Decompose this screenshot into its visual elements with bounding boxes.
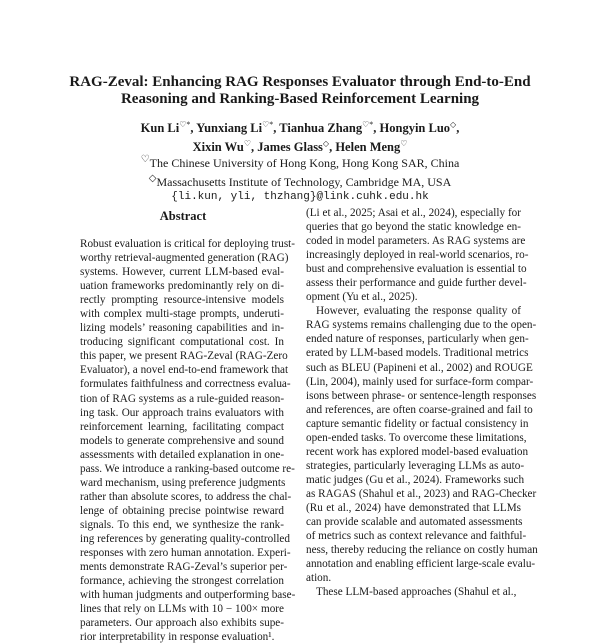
text-line: pass. We introduce a ranking-based outcome re- (80, 462, 295, 475)
text-line: signals. To this end, we synthesize the rank- (80, 518, 284, 531)
author-name: James Glass (257, 140, 323, 155)
text-line: isons between phrase- or sentence-length responses (306, 389, 537, 402)
intro-body (306, 206, 538, 599)
text-line: assess their performance and guide further devel- (306, 277, 527, 290)
author-mark: ♡* (362, 120, 374, 129)
text-line: this paper, we present RAG-Zeval (RAG-Zero (80, 350, 288, 363)
author-name: Helen Meng (335, 140, 401, 155)
text-line: ness, thereby reducing the reliance on costly human (306, 544, 538, 557)
author-mark: ♡* (262, 120, 274, 129)
text-line: ments demonstrate RAG-Zeval’s superior per- (80, 561, 288, 574)
text-line: formulates faithfulness and correctness evalua- (80, 378, 291, 391)
paper-title (40, 74, 560, 108)
abstract-body (80, 237, 296, 644)
text-line: open-ended tasks. To overcome these limitations, (306, 431, 527, 444)
title-line: Reasoning and Ranking-Based Reinforcement Learning (120, 91, 480, 107)
text-line: ing task. Our approach trains evaluators with (80, 406, 284, 419)
affiliation-mark: ♡ (140, 154, 150, 165)
text-line: Robust evaluation is critical for deploying trust- (80, 238, 296, 250)
text-line: ing references by generating quality-controlled (80, 532, 290, 545)
text-line: responses with zero human annotation. Experi- (80, 547, 291, 560)
text-line: such as BLEU (Papineni et al., 2002) and ROUGE (306, 361, 533, 374)
author-mark: ◇ (450, 120, 457, 129)
author-mark: ♡* (179, 120, 191, 129)
text-line: rior interpretability in response evaluation¹. (80, 631, 275, 644)
text-line: (Lin, 2004), mainly used for surface-form compar- (306, 375, 534, 388)
text-line: formance, achieving the strongest correlation (80, 575, 284, 588)
text-line: models to generate comprehensive and sound (80, 434, 284, 447)
text-line: systems. However, current LLM-based eval- (80, 266, 284, 279)
text-line: ation. (306, 572, 332, 585)
text-line: capture semantic fidelity or factual consistency in (306, 417, 529, 430)
author-name: Tianhua Zhang (279, 121, 363, 136)
text-line: rather than absolute scores, to address the chal- (80, 490, 292, 503)
author-name: Xixin Wu (192, 140, 244, 155)
text-line: ward mechanism, using preference judgments (80, 476, 286, 489)
text-line: coded in model parameters. As RAG systems are (306, 235, 526, 248)
text-line: and references, are often coarse-grained and fail to (306, 403, 533, 416)
text-line: assessments with detailed explanation in one- (80, 448, 285, 461)
author-mark: ◇ (322, 139, 330, 149)
author-name: Hongyin Luo (379, 121, 451, 136)
text-line: with complex multi-stage prompts, underuti- (80, 308, 284, 321)
affiliation-text: The Chinese University of Hong Kong, Hong Kong SAR, China (149, 156, 460, 170)
text-line: strategies, particularly leveraging LLMs as auto- (306, 459, 525, 472)
author-mark: ♡ (400, 139, 408, 149)
text-line: parameters. Our approach also exhibits supe- (80, 617, 284, 630)
text-line: annotation and enabling efficient large-scale evalu- (306, 558, 536, 571)
author-mark: ♡ (243, 139, 252, 149)
text-line: ended nature of responses, particularly when gen- (306, 333, 529, 346)
text-line: of metrics such as context relevance and faithful- (306, 530, 527, 543)
text-line: lines that rely on LLMs with 10 − 100× more (80, 603, 284, 616)
text-line: worthy retrieval-augmented generation (RAG) (80, 252, 289, 265)
text-line: reinforcement learning, facilitating compact (80, 420, 284, 433)
email: {li.kun, yli, thzhang}@link.cuhk.edu.hk (171, 191, 429, 203)
text-line: erated by LLM-based models. Traditional metrics (306, 347, 529, 360)
author-list: Kun Li♡*, Yunxiang Li♡*, Tianhua Zhang♡*, Hongyin Luo◇, Xixin Wu♡, James Glass◇, Helen Meng♡ (140, 120, 460, 155)
affiliations (40, 152, 560, 205)
title-line: RAG-Zeval: Enhancing RAG Responses Evaluator through End-to-End (69, 74, 531, 90)
text-line: can provide scalable and automated assessments (306, 516, 523, 529)
text-line: opment (Yu et al., 2025). (306, 291, 418, 304)
text-line: (Li et al., 2025; Asai et al., 2024), especially for (306, 207, 521, 219)
text-line: recent work has explored model-based evaluation (306, 445, 529, 458)
text-line: bust and comprehensive evaluation is essential to (306, 263, 527, 276)
text-line: increasingly deployed in real-world scenarios, ro- (306, 249, 529, 262)
text-line: with human judgments and outperforming base- (80, 589, 296, 602)
abstract-heading: Abstract (159, 209, 207, 223)
text-line: as RAGAS (Shahul et al., 2023) and RAG-Checker (306, 487, 537, 500)
text-line: However, evaluating the response quality of (316, 305, 521, 318)
text-line: troducing significant computational cost. In (80, 336, 284, 349)
text-line: (Ru et al., 2024) have demonstrated that LLMs (306, 501, 521, 514)
text-line: lizing models’ reasoning capabilities and in- (80, 322, 284, 335)
text-line: These LLM-based approaches (Shahul et al., (316, 586, 517, 599)
text-line: matic judges (Gu et al., 2024). Frameworks such (306, 473, 525, 486)
text-line: Evaluator), a novel end-to-end framework that (80, 364, 289, 377)
text-line: rectly prompting resource-intensive models (80, 294, 284, 307)
author-name: Yunxiang Li (196, 121, 263, 136)
affiliation-mark: ◇ (148, 173, 157, 184)
text-line: queries that go beyond the static knowledge en- (306, 221, 521, 234)
author-name: Kun Li (140, 121, 180, 136)
text-line: lenge of obtaining precise pointwise reward (80, 504, 284, 517)
text-line: tion of RAG systems as a rule-guided reason- (80, 392, 285, 405)
affiliation (40, 171, 560, 190)
affiliation-text: Massachusetts Institute of Technology, Cambridge MA, USA (156, 175, 452, 189)
affiliation (40, 152, 560, 171)
text-line: RAG systems remains challenging due to the open- (306, 319, 537, 332)
text-line: uation frameworks predominantly rely on di- (80, 280, 284, 293)
